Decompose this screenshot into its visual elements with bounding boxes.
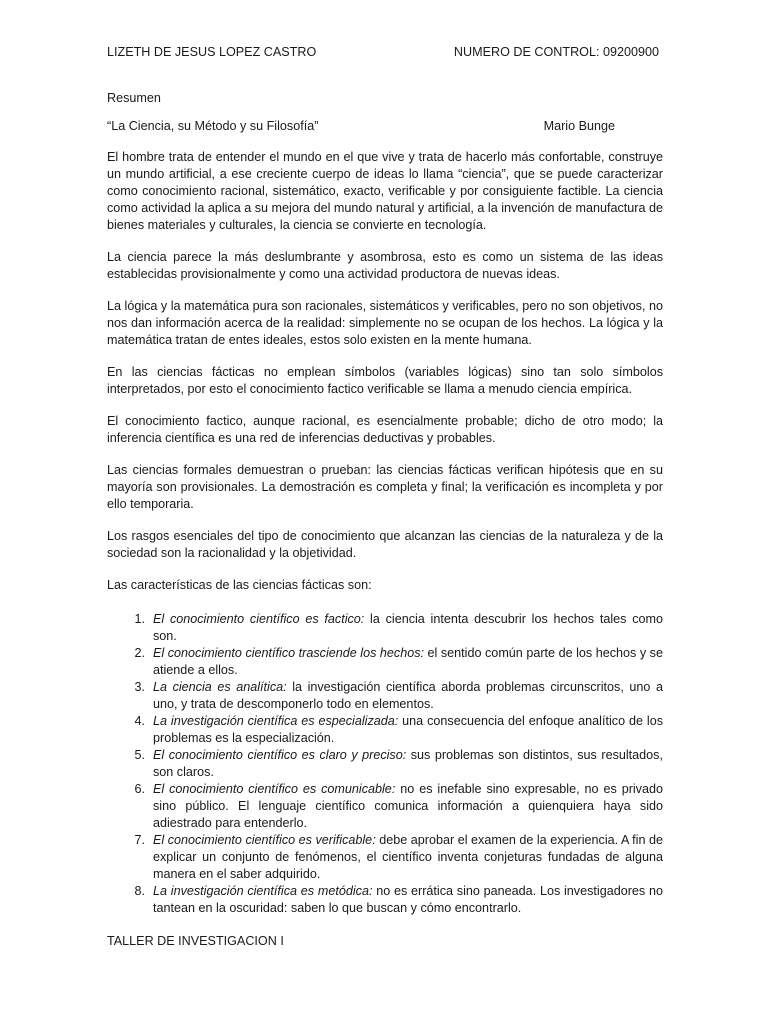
list-item bbox=[107, 713, 663, 747]
list-intro: Las características de las ciencias fácticas son: bbox=[107, 578, 372, 592]
title-row bbox=[107, 118, 615, 135]
list-item bbox=[107, 645, 663, 679]
list-description: una consecuencia del enfoque analítico de los problemas es la especialización. bbox=[153, 714, 663, 745]
list-item bbox=[107, 679, 663, 713]
list-term: La investigación científica es especializada: bbox=[153, 714, 399, 728]
page-footer: TALLER DE INVESTIGACION I bbox=[107, 934, 284, 948]
page-header bbox=[107, 44, 659, 61]
list-text bbox=[153, 713, 663, 747]
list-item bbox=[107, 747, 663, 781]
paragraph: El conocimiento factico, aunque racional, es esencialmente probable; dicho de otro modo; la inferencia científica es una red de inferencias deductivas y probables. bbox=[107, 414, 663, 445]
list-term: El conocimiento científico trasciende los hechos: bbox=[153, 646, 425, 660]
list-number: 5. bbox=[134, 748, 145, 762]
paragraph: Los rasgos esenciales del tipo de conocimiento que alcanzan las ciencias de la naturaleza y de la sociedad son la racionalidad y la objetividad. bbox=[107, 529, 663, 560]
paragraph: El hombre trata de entender el mundo en el que vive y trata de hacerlo más confortable, construye un mundo artificial, a ese creciente cuerpo de ideas lo llama “ciencia”, que se puede caracterizar como conocimiento racional, sistemático, exacto, verificable y por consiguiente factible. La ciencia como actividad la aplica a su mejora del mundo natural y artificial, a la invención de manufactura de bienes materiales y culturales, la ciencia se convierte en tecnología. bbox=[107, 150, 663, 232]
list-number: 6. bbox=[134, 782, 145, 796]
list-text bbox=[153, 883, 663, 917]
list-term: La ciencia es analítica: bbox=[153, 680, 287, 694]
list-description: la ciencia intenta descubrir los hechos tales como son. bbox=[153, 612, 663, 643]
list-number: 8. bbox=[134, 884, 145, 898]
list-description: la investigación científica aborda problemas circunscritos, uno a uno, y trata de descomponerlo todo en elementos. bbox=[153, 680, 663, 711]
list-description: sus problemas son distintos, sus resultados, son claros. bbox=[153, 748, 663, 779]
document-body bbox=[107, 149, 663, 917]
list-number: 4. bbox=[134, 714, 145, 728]
list-number: 2. bbox=[134, 646, 145, 660]
list-term: El conocimiento científico es comunicable: bbox=[153, 782, 396, 796]
list-number: 7. bbox=[134, 833, 145, 847]
list-term: El conocimiento científico es factico: bbox=[153, 612, 365, 626]
section-label: Resumen bbox=[107, 91, 161, 105]
document-title: “La Ciencia, su Método y su Filosofía” bbox=[107, 119, 319, 133]
list-description: debe aprobar el examen de la experiencia. A fin de explicar un conjunto de fenómenos, el científico inventa conjeturas fundadas de alguna manera en el saber adquirido. bbox=[153, 833, 664, 881]
list-text bbox=[153, 781, 663, 832]
paragraph: Las ciencias formales demuestran o prueban: las ciencias fácticas verifican hipótesis que en su mayoría son provisionales. La demostración es completa y final; la verificación es incompleta y por ello temporaria. bbox=[107, 463, 663, 511]
paragraph: La ciencia parece la más deslumbrante y asombrosa, esto es como un sistema de las ideas establecidas provisionalmente y como una actividad productora de nuevas ideas. bbox=[107, 250, 663, 281]
author-name: LIZETH DE JESUS LOPEZ CASTRO bbox=[107, 45, 317, 59]
list-term: La investigación científica es metódica: bbox=[153, 884, 373, 898]
list-item bbox=[107, 781, 663, 832]
list-item bbox=[107, 832, 663, 883]
list-text bbox=[153, 611, 663, 645]
paragraph: En las ciencias fácticas no emplean símbolos (variables lógicas) sino tan solo símbolos interpretados, por esto el conocimiento factico verificable se llama a menudo ciencia empírica. bbox=[107, 365, 663, 396]
list-text bbox=[153, 832, 663, 883]
paragraph: La lógica y la matemática pura son racionales, sistemáticos y verificables, pero no son objetivos, no nos dan información acerca de la realidad: simplemente no se ocupan de los hechos. La lógica y la matemática tratan de entes ideales, estos solo existen en la mente humana. bbox=[107, 299, 663, 347]
characteristics-list bbox=[107, 611, 663, 917]
list-description: el sentido común parte de los hechos y se atiende a ellos. bbox=[153, 646, 663, 677]
list-text bbox=[153, 747, 663, 781]
list-item bbox=[107, 883, 663, 917]
list-number: 3. bbox=[134, 680, 145, 694]
list-number: 1. bbox=[134, 612, 145, 626]
book-author: Mario Bunge bbox=[543, 119, 615, 133]
list-term: El conocimiento científico es verificable: bbox=[153, 833, 376, 847]
list-text bbox=[153, 645, 663, 679]
list-description: no es inefable sino expresable, no es privado sino público. El lenguaje científico comunica información a quienquiera haya sido adiestrado para entenderlo. bbox=[153, 782, 663, 830]
list-text bbox=[153, 679, 663, 713]
list-term: El conocimiento científico es claro y preciso: bbox=[153, 748, 407, 762]
control-number: NUMERO DE CONTROL: 09200900 bbox=[453, 45, 659, 59]
list-item bbox=[107, 611, 663, 645]
list-description: no es errática sino paneada. Los investigadores no tantean en la oscuridad: saben lo que buscan y cómo encontrarlo. bbox=[153, 884, 663, 915]
